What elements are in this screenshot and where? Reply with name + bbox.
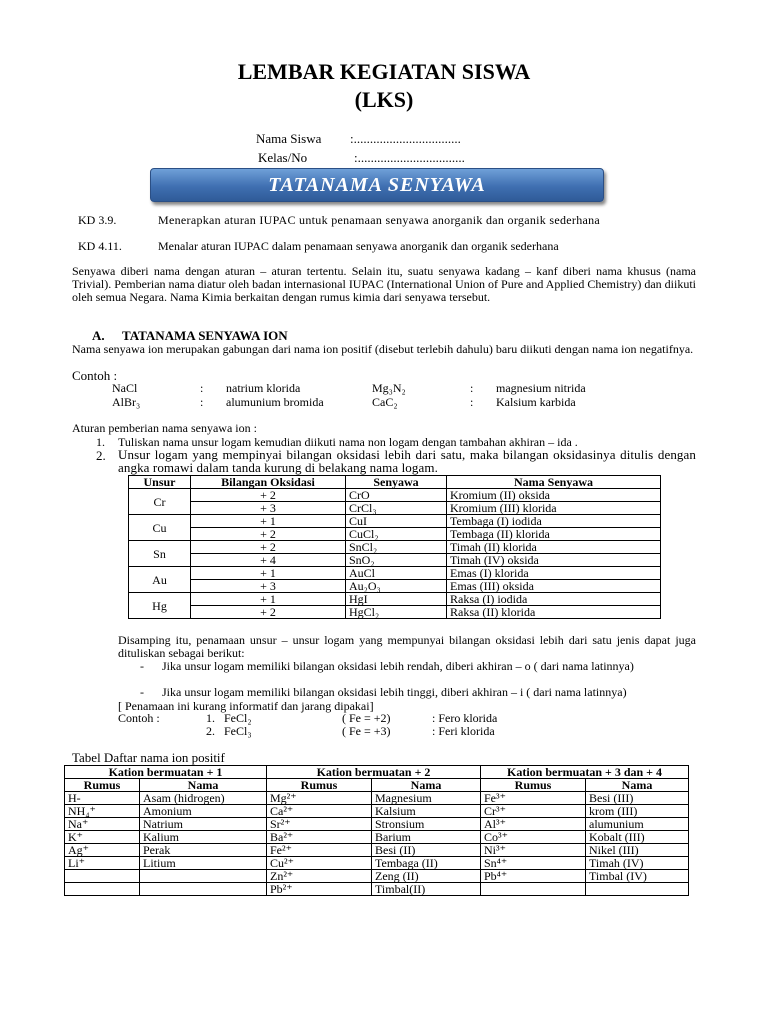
cation-formula-cell: K⁺	[65, 831, 140, 844]
cation-formula-cell: Pb⁴⁺	[481, 870, 586, 883]
example-1-formula-2: Mg₃N₂	[372, 381, 406, 395]
cation-name-cell: Zeng (II)	[372, 870, 481, 883]
compound-name-cell: Emas (I) klorida	[447, 567, 661, 580]
oxidation-cell: + 2	[191, 528, 346, 541]
table-row	[129, 489, 661, 502]
bullet-dash-2: -	[140, 685, 144, 699]
example-2-formula-1: AlBr₃	[112, 395, 141, 409]
compound-name-cell: Timah (II) klorida	[447, 541, 661, 554]
table-row	[129, 554, 661, 567]
cation-name-cell: Asam (hidrogen)	[140, 792, 267, 805]
fe-example-2-formula: FeCl₃	[224, 724, 252, 738]
cation-formula-cell: Na⁺	[65, 818, 140, 831]
sub-header-rumus: Rumus	[267, 779, 372, 792]
group-header-1: Kation bermuatan + 1	[65, 766, 267, 779]
element-cell: Cr	[129, 489, 191, 515]
example-1-colon-2: :	[470, 381, 474, 395]
kd-text-1: Menerapkan aturan IUPAC untuk penamaan senyawa anorganik dan organik sederhana	[158, 213, 601, 227]
example-2-colon-2: :	[470, 395, 474, 409]
oxidation-cell: + 1	[191, 593, 346, 606]
table-row	[65, 883, 689, 896]
compound-cell: SnO₂	[346, 554, 447, 567]
alt-naming-contoh: Contoh :	[118, 711, 160, 725]
kd-text-2: Menalar aturan IUPAC dalam penamaan senyawa anorganik dan organik sederhana	[158, 239, 559, 253]
compound-name-cell: Raksa (I) iodida	[447, 593, 661, 606]
compound-name-cell: Kromium (III) klorida	[447, 502, 661, 515]
cation-name-cell: Tembaga (II)	[372, 857, 481, 870]
cation-name-cell: Besi (III)	[586, 792, 689, 805]
cation-formula-cell	[65, 883, 140, 896]
compound-name-cell: Tembaga (I) iodida	[447, 515, 661, 528]
element-cell: Au	[129, 567, 191, 593]
oxidation-table	[128, 475, 661, 619]
oxidation-cell: + 3	[191, 580, 346, 593]
cation-name-cell: Litium	[140, 857, 267, 870]
kd-code-1: KD 3.9.	[78, 213, 117, 227]
cation-formula-cell	[481, 883, 586, 896]
topic-banner-text: TATANAMA SENYAWA	[268, 174, 486, 196]
student-class-field[interactable]: :.................................	[354, 150, 465, 165]
table-row	[129, 528, 661, 541]
header-senyawa: Senyawa	[346, 476, 447, 489]
cation-table-caption: Tabel Daftar nama ion positif	[72, 750, 225, 765]
fe-example-2-number: 2.	[206, 724, 215, 738]
cation-sub-header-row	[65, 779, 689, 792]
cation-name-cell: Timbal(II)	[372, 883, 481, 896]
page-subtitle: (LKS)	[354, 87, 414, 112]
rule-1-text: Tuliskan nama unsur logam kemudian diikuti nama non logam dengan tambahan akhiran – ida .	[118, 435, 578, 449]
compound-cell: HgI	[346, 593, 447, 606]
rule-2-number: 2.	[96, 448, 106, 463]
table-row	[129, 606, 661, 619]
cation-name-cell: Natrium	[140, 818, 267, 831]
cation-formula-cell	[65, 870, 140, 883]
cation-name-cell: Nikel (III)	[586, 844, 689, 857]
cation-formula-cell: H-	[65, 792, 140, 805]
cation-name-cell	[586, 883, 689, 896]
oxidation-cell: + 2	[191, 489, 346, 502]
cation-formula-cell: Sn⁴⁺	[481, 857, 586, 870]
alt-naming-note: [ Penamaan ini kurang informatif dan jarang dipakai]	[118, 699, 374, 713]
bullet-text-1: Jika unsur logam memiliki bilangan oksidasi lebih rendah, diberi akhiran – o ( dari nama latinnya)	[162, 659, 634, 673]
oxidation-cell: + 1	[191, 567, 346, 580]
table-row	[65, 805, 689, 818]
fe-example-2-name: : Feri klorida	[432, 724, 495, 738]
header-unsur: Unsur	[129, 476, 191, 489]
cation-formula-cell: Ni³⁺	[481, 844, 586, 857]
cation-formula-cell: Sr²⁺	[267, 818, 372, 831]
cation-name-cell: Timbal (IV)	[586, 870, 689, 883]
oxidation-table-header	[129, 476, 661, 489]
table-row	[65, 870, 689, 883]
table-row	[129, 541, 661, 554]
example-2-name-1: alumunium bromida	[226, 395, 324, 409]
compound-name-cell: Tembaga (II) klorida	[447, 528, 661, 541]
cation-group-header-row	[65, 766, 689, 779]
group-header-3: Kation bermuatan + 3 dan + 4	[481, 766, 689, 779]
cation-name-cell: Besi (II)	[372, 844, 481, 857]
cation-name-cell: alumunium	[586, 818, 689, 831]
cation-name-cell: Magnesium	[372, 792, 481, 805]
cation-formula-cell: Co³⁺	[481, 831, 586, 844]
element-cell: Sn	[129, 541, 191, 567]
bullet-dash-1: -	[140, 659, 144, 673]
cation-formula-cell: NH₄⁺	[65, 805, 140, 818]
fe-example-1-name: : Fero klorida	[432, 711, 498, 725]
example-1-colon-1: :	[200, 381, 204, 395]
table-row	[65, 857, 689, 870]
cation-formula-cell: Ag⁺	[65, 844, 140, 857]
kd-code-2: KD 4.11.	[78, 239, 122, 253]
section-a-contoh: Contoh :	[72, 368, 118, 383]
compound-cell: Au₂O₃	[346, 580, 447, 593]
cation-name-cell: Timah (IV)	[586, 857, 689, 870]
header-nama-senyawa: Nama Senyawa	[447, 476, 661, 489]
oxidation-cell: + 3	[191, 502, 346, 515]
compound-name-cell: Timah (IV) oksida	[447, 554, 661, 567]
table-row	[65, 792, 689, 805]
intro-paragraph: Senyawa diberi nama dengan aturan – aturan tertentu. Selain itu, suatu senyawa kadang – kanf diberi nama khusus (nama Trivial). Pemberian nama diatur oleh badan internasional IUPAC (International Union of Pure and Applied Chemistry) dan diikuti oleh semua Negara. Nama Kimia berkaitan dengan rumus kimia dari senyawa tersebut.	[72, 264, 696, 304]
student-class-label: Kelas/No	[258, 150, 308, 165]
oxidation-cell: + 2	[191, 606, 346, 619]
cation-formula-cell: Ba²⁺	[267, 831, 372, 844]
sub-header-nama: Nama	[372, 779, 481, 792]
sub-header-rumus: Rumus	[481, 779, 586, 792]
fe-example-1-ox: ( Fe = +2)	[342, 711, 391, 725]
table-row	[65, 818, 689, 831]
table-row	[65, 831, 689, 844]
rule-2-text: Unsur logam yang mempinyai bilangan oksidasi lebih dari satu, maka bilangan oksidasinya ditulis dengan angka romawi dalam tanda kurung di belakang nama logam.	[118, 447, 696, 475]
cation-name-cell: Barium	[372, 831, 481, 844]
page-title: LEMBAR KEGIATAN SISWA	[237, 59, 531, 84]
section-a-desc: Nama senyawa ion merupakan gabungan dari nama ion positif (disebut terlebih dahulu) baru diikuti dengan nama ion negatifnya.	[72, 342, 694, 356]
cation-formula-cell: Al³⁺	[481, 818, 586, 831]
group-header-2: Kation bermuatan + 2	[267, 766, 481, 779]
compound-cell: CrCl₃	[346, 502, 447, 515]
sub-header-nama: Nama	[586, 779, 689, 792]
fe-example-2-ox: ( Fe = +3)	[342, 724, 391, 738]
compound-cell: AuCl	[346, 567, 447, 580]
example-1-formula-1: NaCl	[112, 381, 138, 395]
cation-formula-cell: Pb²⁺	[267, 883, 372, 896]
rule-1-number: 1.	[96, 435, 105, 449]
cation-name-cell: Stronsium	[372, 818, 481, 831]
oxidation-cell: + 4	[191, 554, 346, 567]
example-2-name-2: Kalsium karbida	[496, 395, 576, 409]
example-2-formula-2: CaC₂	[372, 395, 398, 409]
cation-name-cell: Perak	[140, 844, 267, 857]
cation-name-cell: Amonium	[140, 805, 267, 818]
cation-formula-cell: Fe²⁺	[267, 844, 372, 857]
cation-formula-cell: Fe³⁺	[481, 792, 586, 805]
oxidation-cell: + 2	[191, 541, 346, 554]
student-name-field[interactable]: :.................................	[350, 131, 461, 146]
element-cell: Hg	[129, 593, 191, 619]
cation-name-cell: Kalsium	[372, 805, 481, 818]
sub-header-nama: Nama	[140, 779, 267, 792]
cation-formula-cell: Ca²⁺	[267, 805, 372, 818]
example-2-colon-1: :	[200, 395, 204, 409]
cation-formula-cell: Mg²⁺	[267, 792, 372, 805]
table-row	[129, 580, 661, 593]
compound-name-cell: Emas (III) oksida	[447, 580, 661, 593]
compound-name-cell: Raksa (II) klorida	[447, 606, 661, 619]
example-1-name-2: magnesium nitrida	[496, 381, 586, 395]
cation-name-cell: krom (III)	[586, 805, 689, 818]
table-row	[129, 593, 661, 606]
compound-cell: CrO	[346, 489, 447, 502]
table-row	[129, 502, 661, 515]
compound-cell: SnCl₂	[346, 541, 447, 554]
cation-table	[64, 765, 689, 896]
table-row	[65, 844, 689, 857]
compound-name-cell: Kromium (II) oksida	[447, 489, 661, 502]
sub-header-rumus: Rumus	[65, 779, 140, 792]
student-name-label: Nama Siswa	[256, 131, 322, 146]
cation-table-body	[65, 792, 689, 896]
section-a-letter: A.	[92, 328, 105, 343]
cation-name-cell: Kobalt (III)	[586, 831, 689, 844]
cation-formula-cell: Li⁺	[65, 857, 140, 870]
cation-name-cell	[140, 870, 267, 883]
fe-example-1-number: 1.	[206, 711, 215, 725]
fe-example-1-formula: FeCl₂	[224, 711, 252, 725]
cation-formula-cell: Cu²⁺	[267, 857, 372, 870]
cation-name-cell	[140, 883, 267, 896]
header-bilangan: Bilangan Oksidasi	[191, 476, 346, 489]
example-1-name-1: natrium klorida	[226, 381, 301, 395]
compound-cell: CuCl₂	[346, 528, 447, 541]
section-a-heading: TATANAMA SENYAWA ION	[122, 328, 288, 343]
cation-formula-cell: Cr³⁺	[481, 805, 586, 818]
alt-naming-intro: Disamping itu, penamaan unsur – unsur logam yang mempunyai bilangan oksidasi lebih dari satu jenis dapat juga dituliskan sebagai berikut:	[118, 633, 696, 660]
element-cell: Cu	[129, 515, 191, 541]
bullet-text-2: Jika unsur logam memiliki bilangan oksidasi lebih tinggi, diberi akhiran – i ( dari nama latinnya)	[162, 685, 627, 699]
table-row	[129, 515, 661, 528]
cation-name-cell: Kalium	[140, 831, 267, 844]
oxidation-cell: + 1	[191, 515, 346, 528]
topic-banner	[150, 168, 604, 202]
cation-formula-cell: Zn²⁺	[267, 870, 372, 883]
compound-cell: HgCl₂	[346, 606, 447, 619]
table-row	[129, 567, 661, 580]
compound-cell: CuI	[346, 515, 447, 528]
rules-heading: Aturan pemberian nama senyawa ion :	[72, 421, 257, 435]
